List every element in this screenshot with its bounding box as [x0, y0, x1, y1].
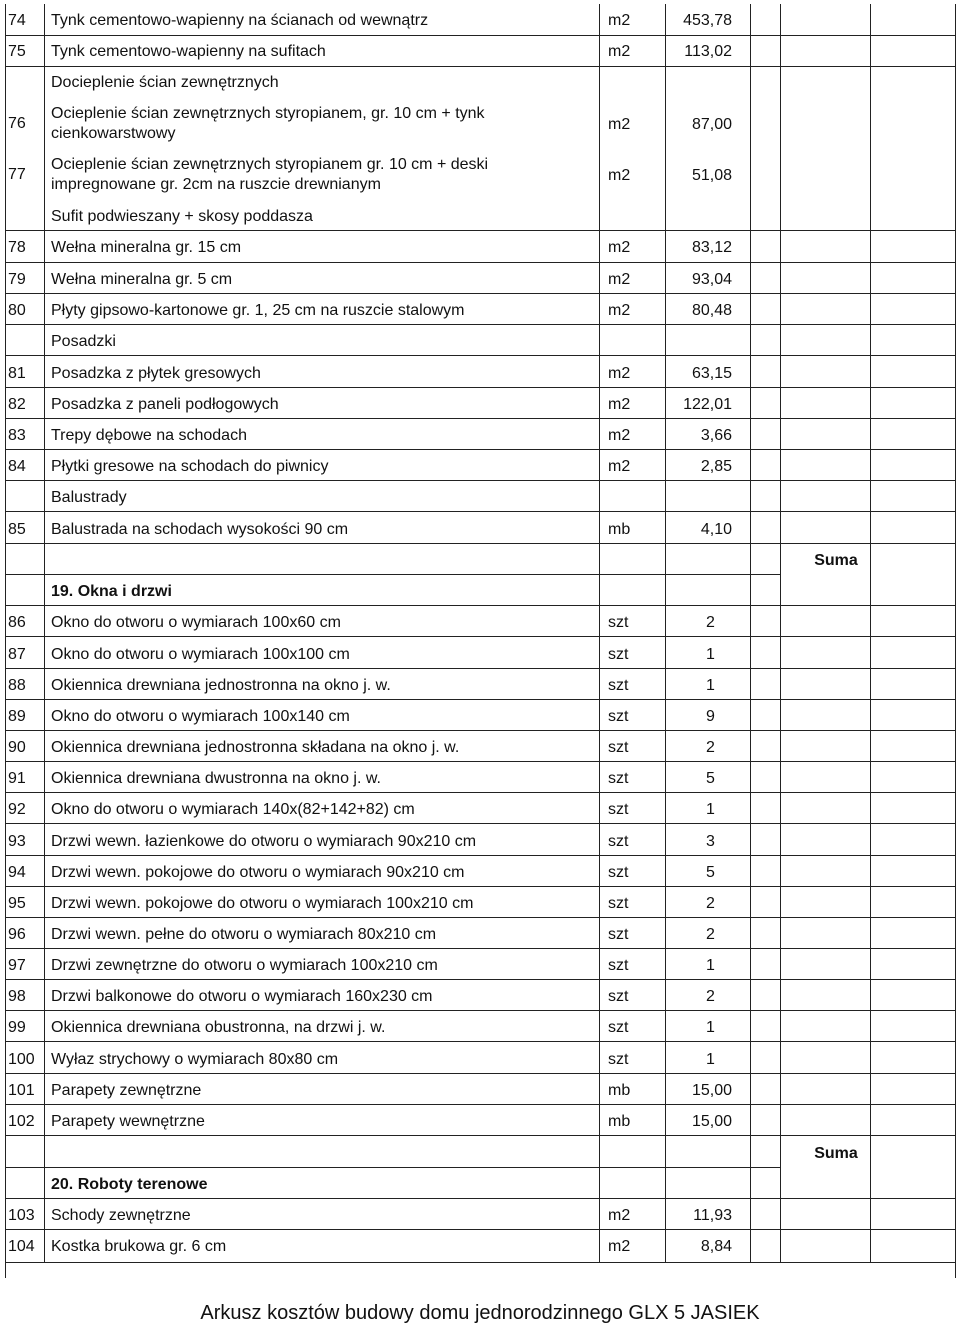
- row-description: Okno do otworu o wymiarach 100x140 cm: [51, 708, 350, 725]
- row-quantity: 5: [706, 770, 715, 787]
- row-unit: szt: [608, 1019, 629, 1036]
- grid-line: [870, 4, 871, 1263]
- row-unit: szt: [608, 708, 629, 725]
- row-number: 74: [8, 12, 26, 29]
- row-quantity: 9: [706, 708, 715, 725]
- row-description: Okno do otworu o wymiarach 100x100 cm: [51, 646, 350, 663]
- row-quantity: 122,01: [683, 396, 732, 413]
- row-unit: szt: [608, 614, 629, 631]
- row-number: 89: [8, 708, 26, 725]
- row-description: Trepy dębowe na schodach: [51, 427, 247, 444]
- row-quantity: 11,93: [693, 1207, 732, 1224]
- row-quantity: 1: [706, 1051, 715, 1068]
- row-description: Okiennica drewniana jednostronna na okno j. w.: [51, 677, 391, 694]
- row-quantity: 1: [706, 1019, 715, 1036]
- grid-line: [599, 4, 600, 1263]
- row-divider: [5, 1010, 955, 1011]
- row-description: Wełna mineralna gr. 5 cm: [51, 271, 233, 288]
- section-heading: 19. Okna i drzwi: [51, 583, 172, 600]
- row-divider: [5, 605, 955, 606]
- row-number: 101: [8, 1082, 35, 1099]
- row-quantity: 1: [706, 646, 715, 663]
- row-divider: [5, 886, 955, 887]
- row-description: Posadzka z paneli podłogowych: [51, 396, 279, 413]
- row-quantity: 93,04: [691, 271, 732, 288]
- row-unit: szt: [608, 801, 629, 818]
- row-quantity: 87,00: [691, 116, 732, 133]
- row-unit: szt: [608, 864, 629, 881]
- row-quantity: 2: [706, 895, 715, 912]
- row-description: Okiennica drewniana jednostronna składana na okno j. w.: [51, 739, 460, 756]
- row-divider: [5, 66, 955, 67]
- row-divider: [5, 1073, 955, 1074]
- row-divider: [5, 230, 955, 231]
- row-divider: [5, 1262, 955, 1263]
- row-divider: [5, 449, 955, 450]
- sum-label: Suma: [814, 552, 858, 569]
- row-description: Ocieplenie ścian zewnętrznych styropianem, gr. 10 cm + tynk cienkowarstwowy: [51, 105, 485, 142]
- row-divider: [5, 1167, 780, 1168]
- row-quantity: 2: [706, 739, 715, 756]
- section-heading: 20. Roboty terenowe: [51, 1176, 208, 1193]
- row-divider: [5, 262, 955, 263]
- row-number: 83: [8, 427, 26, 444]
- row-quantity: 15,00: [691, 1082, 732, 1099]
- row-divider: [5, 1135, 955, 1136]
- row-unit: m2: [608, 1238, 631, 1255]
- row-quantity: 2: [706, 614, 715, 631]
- row-unit: szt: [608, 677, 629, 694]
- row-number: 91: [8, 770, 26, 787]
- row-quantity: 1: [706, 957, 715, 974]
- row-divider: [5, 979, 955, 980]
- row-unit: m2: [608, 167, 631, 184]
- row-description: Wyłaz strychowy o wymiarach 80x80 cm: [51, 1051, 339, 1068]
- row-quantity: 1: [706, 677, 715, 694]
- row-unit: m2: [608, 396, 631, 413]
- row-number: 80: [8, 302, 26, 319]
- row-unit: m2: [608, 427, 631, 444]
- subsection-heading: Docieplenie ścian zewnętrznych: [51, 74, 279, 91]
- row-description: Drzwi wewn. pełne do otworu o wymiarach 80x210 cm: [51, 926, 437, 943]
- row-unit: m2: [608, 302, 631, 319]
- row-description: Schody zewnętrzne: [51, 1207, 191, 1224]
- row-description: Parapety zewnętrzne: [51, 1082, 202, 1099]
- grid-line: [665, 4, 666, 1263]
- row-number: 102: [8, 1113, 35, 1130]
- row-description: Balustrada na schodach wysokości 90 cm: [51, 521, 349, 538]
- row-number: 95: [8, 895, 26, 912]
- row-divider: [5, 917, 955, 918]
- row-number: 93: [8, 833, 26, 850]
- row-description: Okno do otworu o wymiarach 100x60 cm: [51, 614, 341, 631]
- row-number: 77: [8, 166, 26, 183]
- row-divider: [5, 668, 955, 669]
- row-unit: m2: [608, 1207, 631, 1224]
- row-unit: szt: [608, 770, 629, 787]
- row-number: 92: [8, 801, 26, 818]
- row-quantity: 3,66: [700, 427, 732, 444]
- row-divider: [5, 511, 955, 512]
- sum-label: Suma: [814, 1145, 858, 1162]
- row-unit: m2: [608, 271, 631, 288]
- row-number: 85: [8, 521, 26, 538]
- row-unit: m2: [608, 239, 631, 256]
- row-description: Kostka brukowa gr. 6 cm: [51, 1238, 227, 1255]
- row-number: 76: [8, 115, 26, 132]
- row-divider: [5, 35, 955, 36]
- row-divider: [5, 1104, 955, 1105]
- row-divider: [5, 636, 955, 637]
- row-quantity: 5: [706, 864, 715, 881]
- row-description: Płytki gresowe na schodach do piwnicy: [51, 458, 329, 475]
- row-quantity: 4,10: [700, 521, 732, 538]
- row-number: 81: [8, 365, 26, 382]
- row-quantity: 80,48: [691, 302, 732, 319]
- row-description: Ocieplenie ścian zewnętrznych styropianem gr. 10 cm + deski impregnowane gr. 2cm na ruszcie drewnianym: [51, 156, 489, 193]
- row-unit: szt: [608, 957, 629, 974]
- row-description: Tynk cementowo-wapienny na ścianach od wewnątrz: [51, 12, 429, 29]
- row-number: 87: [8, 646, 26, 663]
- row-quantity: 8,84: [700, 1238, 732, 1255]
- row-unit: szt: [608, 833, 629, 850]
- row-number: 88: [8, 677, 26, 694]
- row-divider: [5, 293, 955, 294]
- row-number: 79: [8, 271, 26, 288]
- row-number: 98: [8, 988, 26, 1005]
- row-unit: szt: [608, 926, 629, 943]
- row-unit: szt: [608, 895, 629, 912]
- row-unit: szt: [608, 988, 629, 1005]
- row-unit: mb: [608, 1113, 631, 1130]
- row-description: Płyty gipsowo-kartonowe gr. 1, 25 cm na ruszcie stalowym: [51, 302, 465, 319]
- row-number: 90: [8, 739, 26, 756]
- row-number: 100: [8, 1051, 35, 1068]
- row-divider: [5, 324, 955, 325]
- row-description: Parapety wewnętrzne: [51, 1113, 205, 1130]
- row-unit: szt: [608, 1051, 629, 1068]
- row-divider: [5, 543, 955, 544]
- grid-line: [44, 4, 45, 1263]
- row-quantity: 113,02: [684, 43, 732, 60]
- row-description: Okiennica drewniana obustronna, na drzwi j. w.: [51, 1019, 386, 1036]
- row-divider: [5, 1198, 955, 1199]
- row-number: 103: [8, 1207, 35, 1224]
- row-divider: [5, 574, 780, 575]
- row-number: 96: [8, 926, 26, 943]
- row-divider: [5, 480, 955, 481]
- row-quantity: 15,00: [691, 1113, 732, 1130]
- subsection-heading: Sufit podwieszany + skosy poddasza: [51, 208, 313, 225]
- row-description: Drzwi zewnętrzne do otworu o wymiarach 100x210 cm: [51, 957, 438, 974]
- row-number: 82: [8, 396, 26, 413]
- row-number: 94: [8, 864, 26, 881]
- row-number: 99: [8, 1019, 26, 1036]
- row-divider: [5, 1041, 955, 1042]
- grid-line: [5, 4, 6, 1278]
- row-quantity: 63,15: [691, 365, 732, 382]
- row-unit: m2: [608, 458, 631, 475]
- row-number: 78: [8, 239, 26, 256]
- subsection-heading: Balustrady: [51, 489, 127, 506]
- row-unit: m2: [608, 116, 631, 133]
- row-description: Drzwi wewn. łazienkowe do otworu o wymiarach 90x210 cm: [51, 833, 477, 850]
- row-number: 84: [8, 458, 26, 475]
- row-divider: [5, 823, 955, 824]
- row-description: Posadzka z płytek gresowych: [51, 365, 261, 382]
- row-unit: m2: [608, 43, 631, 60]
- row-divider: [5, 792, 955, 793]
- row-description: Tynk cementowo-wapienny na sufitach: [51, 43, 326, 60]
- row-description: Okiennica drewniana dwustronna na okno j. w.: [51, 770, 381, 787]
- row-unit: mb: [608, 1082, 631, 1099]
- grid-line: [750, 4, 751, 1263]
- row-quantity: 2: [706, 926, 715, 943]
- row-quantity: 1: [706, 801, 715, 818]
- row-number: 104: [8, 1238, 35, 1255]
- row-divider: [5, 855, 955, 856]
- row-unit: szt: [608, 739, 629, 756]
- grid-line: [955, 4, 956, 1278]
- row-divider: [5, 355, 955, 356]
- page-footer: Arkusz kosztów budowy domu jednorodzinnego GLX 5 JASIEK: [200, 1302, 760, 1324]
- row-unit: mb: [608, 521, 631, 538]
- row-unit: szt: [608, 646, 629, 663]
- row-unit: m2: [608, 365, 631, 382]
- row-quantity: 83,12: [691, 239, 732, 256]
- row-description: Okno do otworu o wymiarach 140x(82+142+82) cm: [51, 801, 415, 818]
- row-quantity: 2,85: [700, 458, 732, 475]
- row-quantity: 453,78: [683, 12, 732, 29]
- row-description: Drzwi wewn. pokojowe do otworu o wymiarach 90x210 cm: [51, 864, 465, 881]
- row-unit: m2: [608, 12, 631, 29]
- row-quantity: 3: [706, 833, 715, 850]
- subsection-heading: Posadzki: [51, 333, 116, 350]
- row-quantity: 51,08: [691, 167, 732, 184]
- row-divider: [5, 948, 955, 949]
- row-description: Drzwi balkonowe do otworu o wymiarach 160x230 cm: [51, 988, 433, 1005]
- row-number: 86: [8, 614, 26, 631]
- row-divider: [5, 387, 955, 388]
- grid-line: [780, 4, 781, 1263]
- row-divider: [5, 761, 955, 762]
- row-divider: [5, 1229, 955, 1230]
- row-divider: [5, 730, 955, 731]
- row-divider: [5, 699, 955, 700]
- row-number: 75: [8, 43, 26, 60]
- row-divider: [5, 418, 955, 419]
- row-description: Drzwi wewn. pokojowe do otworu o wymiarach 100x210 cm: [51, 895, 474, 912]
- row-quantity: 2: [706, 988, 715, 1005]
- row-description: Wełna mineralna gr. 15 cm: [51, 239, 242, 256]
- row-number: 97: [8, 957, 26, 974]
